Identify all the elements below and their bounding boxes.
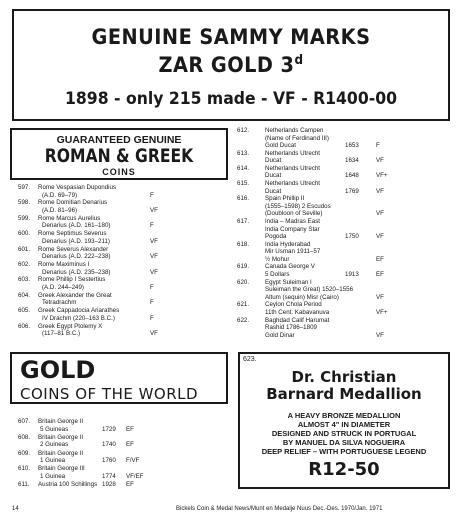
item-description: Canada George V <box>265 263 315 271</box>
item-year: 1648 <box>345 172 359 180</box>
item-description: Suleiman the Great) 1520–1556 <box>265 286 354 294</box>
item-grade: F <box>150 314 154 322</box>
item-grade: F/VF <box>126 457 140 465</box>
medallion-desc-line: BY MANUEL DA SILVA NOGUEIRA <box>282 438 406 447</box>
item-description: ½ Mohur <box>265 255 290 263</box>
item-description: Pogoda <box>265 233 287 240</box>
item-number: 617. <box>237 218 250 225</box>
item-description: (117–81 B.C.) <box>42 330 81 338</box>
item-number: 614. <box>237 164 250 172</box>
item-grade: VF <box>150 268 158 276</box>
roman-greek-line1: GUARANTEED GENUINE <box>56 134 182 146</box>
item-description: Ceylon Chola Period <box>265 301 322 309</box>
item-description: Tetradrachm <box>42 299 77 307</box>
item-description: India Hyderabad <box>265 240 311 248</box>
item-description: Rome Phillip I Sestertius <box>38 276 106 284</box>
item-description: Rome Vespasian Dupondius <box>38 184 117 191</box>
item-grade: EF <box>376 270 384 278</box>
item-number: 601. <box>18 245 31 253</box>
item-year: 1769 <box>345 187 359 195</box>
item-description: Denarius (A.D. 161–180) <box>42 222 111 230</box>
item-description: Rome Severus Alexander <box>38 245 109 253</box>
gold-heading-box <box>10 352 228 404</box>
item-description: Netherlands Campen <box>265 127 324 134</box>
item-grade: VF <box>376 233 384 240</box>
item-grade: F <box>376 142 380 149</box>
item-description: Gold Ducat <box>265 142 296 149</box>
medallion-desc-line: A HEAVY BRONZE MEDALLION <box>287 411 401 420</box>
item-description: Netherlands Utrecht <box>265 180 321 188</box>
item-grade: F <box>150 191 154 199</box>
item-number: 610. <box>18 465 31 473</box>
medallion-title1: Dr. Christian <box>291 368 397 386</box>
item-number: 612. <box>237 127 250 134</box>
item-grade: EF <box>126 481 134 489</box>
item-grade: VF <box>150 330 158 338</box>
item-description: (A.D. 244–249) <box>42 284 84 291</box>
item-description: Mir Usman 1911–57 <box>265 248 321 256</box>
roman-greek-heading-box <box>10 128 228 180</box>
medallion-desc-line: DEEP RELIEF – WITH PORTUGUESE LEGEND <box>261 447 427 456</box>
item-number: 616. <box>237 195 250 203</box>
item-grade: VF <box>150 237 158 245</box>
item-year: 1634 <box>345 157 359 165</box>
item-description: Austria 100 Schillings <box>38 481 98 489</box>
item-description: (Doubloon of Seville) <box>265 210 323 218</box>
item-grade: VF <box>376 210 384 218</box>
medallion-desc-line: DESIGNED AND STRUCK IN PORTUGAL <box>271 429 417 438</box>
footer-text: Bickels Coin & Medal News/Munt en Medalje Nuus Dec.-Des. 1970/Jan. 1971 <box>176 506 383 512</box>
item-description: Rome Marcus Aurelius <box>38 214 101 222</box>
item-number: 602. <box>18 261 31 268</box>
item-description: IV Drachm (220–163 B.C.) <box>42 314 115 322</box>
item-description: Rome Septimus Severus <box>38 230 107 238</box>
gold-title: GOLD <box>20 356 96 384</box>
item-description: Netherlands Utrecht <box>265 149 321 157</box>
page-number: 14 <box>12 506 19 512</box>
item-number: 619. <box>237 263 250 271</box>
medallion-price: R12-50 <box>308 459 380 480</box>
item-number: 599. <box>18 214 31 222</box>
roman-greek-line3: COINS <box>102 167 136 177</box>
item-number: 608. <box>18 433 31 441</box>
item-year: 1750 <box>345 233 359 240</box>
item-description: Britain George III <box>38 465 85 473</box>
item-description: Britain George II <box>38 433 84 441</box>
item-grade: EF <box>126 441 134 449</box>
medallion-number: 623. <box>243 356 257 363</box>
item-grade: VF+ <box>376 308 388 316</box>
item-grade: VF/EF <box>126 473 144 480</box>
item-description: 5 Dollars <box>265 270 290 278</box>
item-year: 1740 <box>102 441 116 449</box>
item-number: 607. <box>18 418 31 425</box>
item-description: Denarius (A.D. 193–211) <box>42 237 110 245</box>
item-grade: EF <box>376 255 384 263</box>
header-line2-text: ZAR GOLD 3 <box>158 53 295 77</box>
item-number: 600. <box>18 230 31 238</box>
medallion-advert-box <box>238 352 450 489</box>
medallion-desc-line: ALMOST 4" IN DIAMETER <box>297 420 391 429</box>
item-number: 609. <box>18 449 31 457</box>
gold-subtitle: COINS OF THE WORLD <box>20 385 199 403</box>
item-number: 605. <box>18 307 31 315</box>
medallion-title2: Barnard Medallion <box>266 385 422 403</box>
item-description: Ducat <box>265 172 282 180</box>
item-grade: EF <box>126 425 134 433</box>
item-description: Altum (sequin) Misr (Cairo) <box>265 293 339 301</box>
item-grade: VF <box>150 207 158 214</box>
item-year: 1774 <box>102 473 116 480</box>
item-description: 2 Guineas <box>40 441 69 449</box>
item-description: Ducat <box>265 157 282 165</box>
item-description: Spain Phillip II <box>265 195 305 203</box>
item-year: 1653 <box>345 142 359 149</box>
item-grade: F <box>150 284 154 291</box>
item-description: (Name of Ferdinand III) <box>265 134 329 142</box>
item-number: 613. <box>237 149 250 157</box>
item-number: 598. <box>18 199 31 207</box>
roman-greek-line2: ROMAN & GREEK <box>44 145 194 167</box>
item-number: 618. <box>237 240 250 248</box>
item-description: Britain George II <box>38 449 84 457</box>
item-number: 620. <box>237 278 250 286</box>
item-description: 1 Guinea <box>40 457 66 465</box>
item-description: Rome Maximinus I <box>38 261 90 268</box>
header-line2-sup: d <box>294 53 304 68</box>
item-grade: VF <box>376 157 384 165</box>
item-grade: F <box>150 222 154 230</box>
item-grade: VF+ <box>376 172 388 180</box>
item-description: Britain George II <box>38 418 84 425</box>
item-grade: F <box>150 299 154 307</box>
item-grade: VF <box>376 331 384 339</box>
item-description: India Company Star <box>265 225 320 233</box>
header-price-line: 1898 - only 215 made - VF - R1400-00 <box>65 89 397 109</box>
item-description: 5 Guineas <box>40 425 69 433</box>
item-description: Greek Egypt Ptolemy X <box>38 322 103 330</box>
item-description: (A.D. 81–96) <box>42 207 78 214</box>
item-year: 1760 <box>102 457 116 465</box>
item-grade: VF <box>150 253 158 261</box>
item-year: 1913 <box>345 270 359 278</box>
item-year: 1729 <box>102 425 116 433</box>
item-description: Egypt Suleiman I <box>265 278 312 286</box>
item-description: Ducat <box>265 187 282 195</box>
item-description: Gold Dinar <box>265 331 295 339</box>
item-description: Denarius (A.D. 222–238) <box>42 253 111 261</box>
item-number: 621. <box>237 301 250 309</box>
item-number: 615. <box>237 180 250 188</box>
item-description: Rashid 1786–1809 <box>265 324 317 331</box>
item-grade: VF <box>376 187 384 195</box>
item-description: Greek Alexander the Great <box>38 291 112 299</box>
item-number: 603. <box>18 276 31 284</box>
item-number: 622. <box>237 316 250 324</box>
item-description: (A.D. 69–79) <box>42 191 78 199</box>
item-description: 11th Cent. Kabavanuva <box>265 308 330 316</box>
header-title-line2 <box>31 53 430 77</box>
item-number: 604. <box>18 291 31 299</box>
item-number: 611. <box>18 481 30 489</box>
item-description: 1 Guinea <box>40 473 66 480</box>
item-description: Denarius (A.D. 235–238) <box>42 268 111 276</box>
item-grade: VF <box>376 293 384 301</box>
item-description: Greek Cappadocia Ariarathes <box>38 307 120 315</box>
header-title-line1: GENUINE SAMMY MARKS <box>91 25 371 49</box>
item-description: Rome Domitian Denarius <box>38 199 108 207</box>
item-description: Baghdad Calif Harumat <box>265 316 330 324</box>
item-number: 606. <box>18 322 31 330</box>
item-description: (1555–1598) 2 Escudos <box>265 202 331 210</box>
item-number: 597. <box>18 184 31 191</box>
item-year: 1928 <box>102 481 116 489</box>
header-advert-box <box>12 9 450 121</box>
item-description: India – Madras East <box>265 218 321 225</box>
item-description: Netherlands Utrecht <box>265 164 321 172</box>
